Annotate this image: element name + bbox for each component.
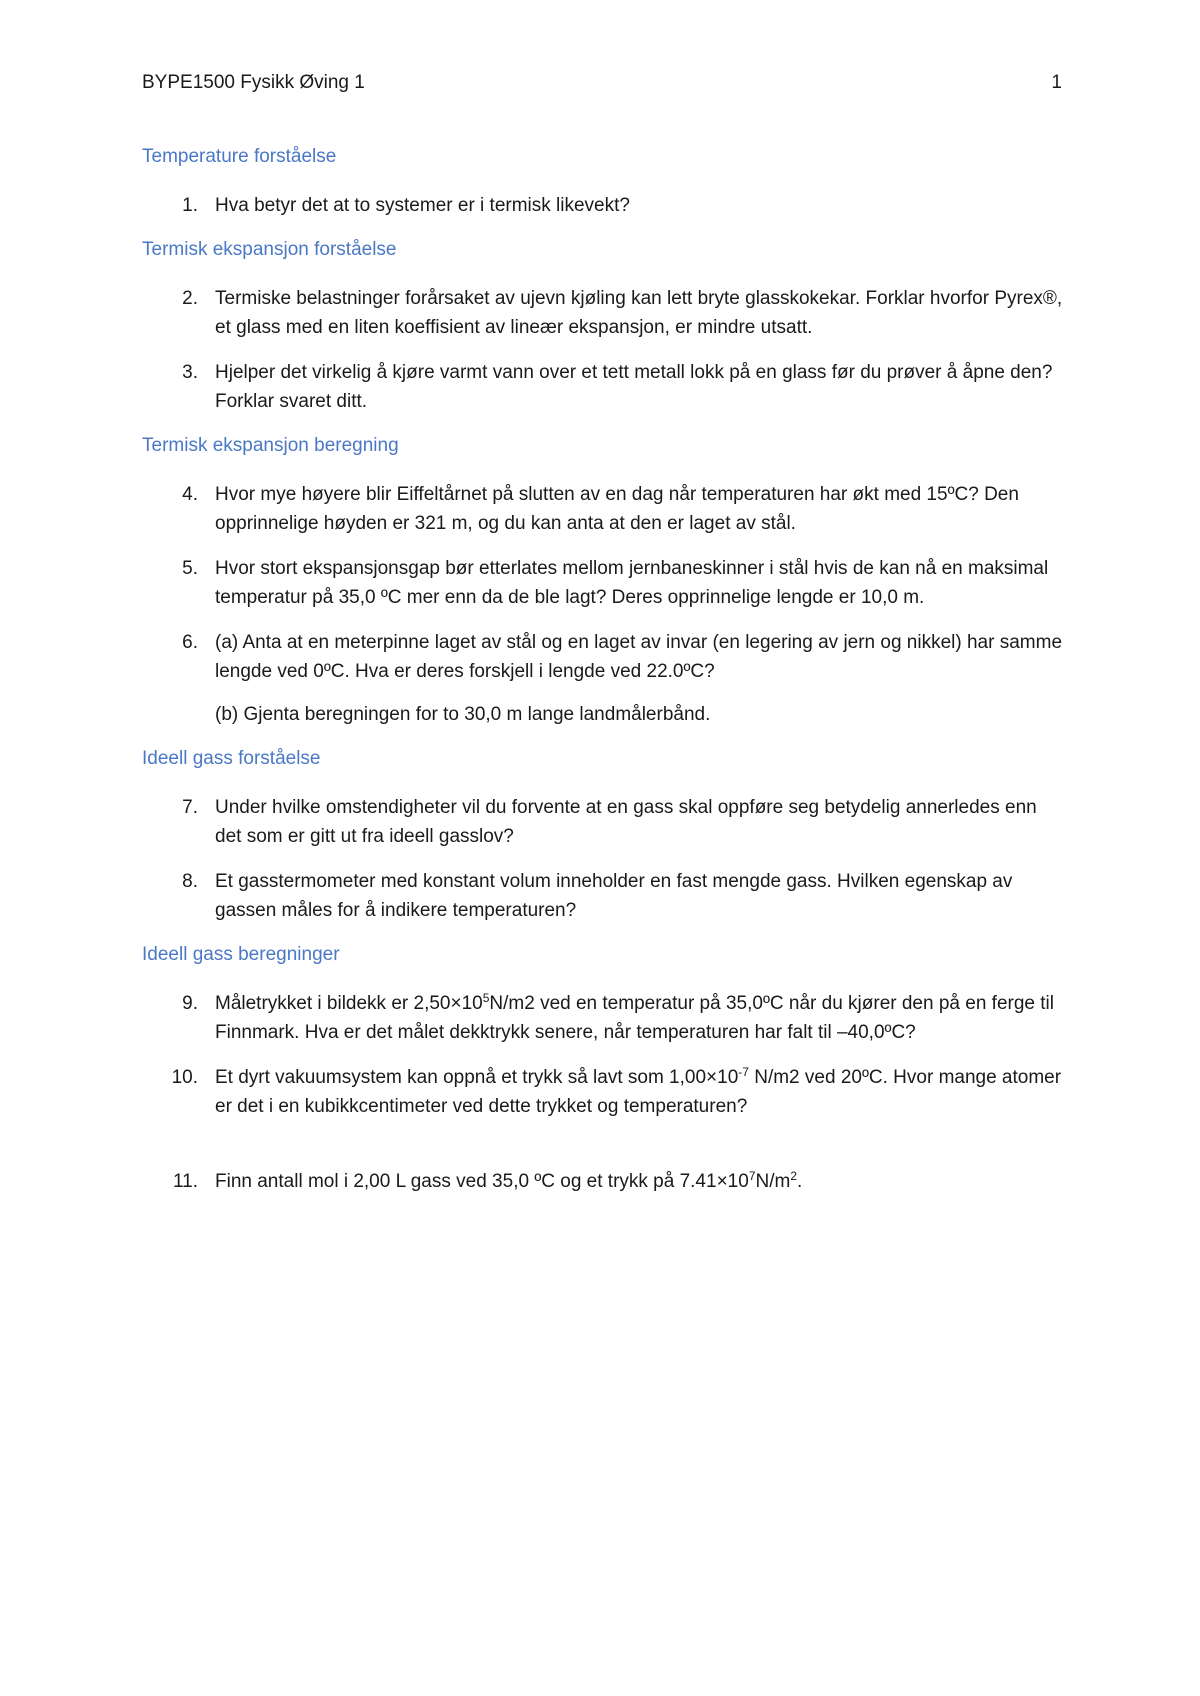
superscript-exponent: -7: [738, 1065, 749, 1079]
section-heading-temperature: Temperature forståelse: [142, 146, 337, 167]
question-number: 3.: [182, 362, 198, 383]
question-4: [142, 480, 1067, 538]
text-part: Et dyrt vakuumsystem kan oppnå et trykk så lavt som 1,00×10: [215, 1067, 739, 1088]
section-heading-thermal-expansion-calculation: Termisk ekspansjon beregning: [142, 435, 399, 456]
spacer: [142, 1137, 1067, 1167]
question-text: Hvor stort ekspansjonsgap bør etterlates mellom jernbaneskinner i stål hvis de kan nå en maksimal temperatur på 35,0 ºC mer enn da de ble lagt? Deres opprinnelige lengde er 10,0 m.: [215, 558, 1049, 608]
question-2: [142, 284, 1067, 342]
question-number: 4.: [182, 484, 198, 505]
page-header: [142, 72, 1062, 94]
question-text: Hva betyr det at to systemer er i termisk likevekt?: [215, 195, 630, 216]
question-9: [142, 989, 1067, 1047]
question-10: [142, 1063, 1067, 1121]
superscript-exponent: 5: [482, 991, 490, 1005]
section-heading-ideal-gas-calculations: Ideell gass beregninger: [142, 944, 340, 965]
document-body: [142, 143, 1067, 1212]
question-text: [215, 1067, 1061, 1117]
question-number: 8.: [182, 871, 198, 892]
section-heading-ideal-gas-understanding: Ideell gass forståelse: [142, 748, 321, 769]
text-part: N/m: [755, 1171, 791, 1192]
question-7: [142, 793, 1067, 851]
text-part: N/m2 ved en temperatur på 35,0ºC når du kjører den på en ferge til Finnmark. Hva er det målet dekktrykk senere, når temperaturen har falt til –40,0ºC?: [215, 993, 1054, 1043]
question-number: 1.: [182, 195, 198, 216]
question-11: [142, 1167, 1067, 1196]
question-text: Et gasstermometer med konstant volum inneholder en fast mengde gass. Hvilken egenskap av gassen måles for å indikere temperaturen?: [215, 871, 1013, 921]
superscript-exponent: 7: [748, 1169, 756, 1183]
question-number: 6.: [182, 632, 198, 653]
header-title: BYPE1500 Fysikk Øving 1: [142, 72, 365, 93]
question-6: [142, 628, 1067, 729]
question-text: (a) Anta at en meterpinne laget av stål og en laget av invar (en legering av jern og nikkel) har samme lengde ved 0ºC. Hva er deres forskjell i lengde ved 22.0ºC?: [215, 632, 1063, 682]
question-text: Hvor mye høyere blir Eiffeltårnet på slutten av en dag når temperaturen har økt med 15ºC? Den opprinnelige høyden er 321 m, og du kan anta at den er laget av stål.: [215, 484, 1019, 534]
question-text: Hjelper det virkelig å kjøre varmt vann over et tett metall lokk på en glass før du prøver å åpne den? Forklar svaret ditt.: [215, 362, 1053, 412]
question-text: [215, 993, 1054, 1043]
question-3: [142, 358, 1067, 416]
text-part: .: [797, 1171, 803, 1192]
question-number: 7.: [182, 797, 198, 818]
question-number: 10.: [171, 1067, 198, 1088]
question-number: 5.: [182, 558, 198, 579]
question-text: [215, 1171, 802, 1192]
question-subpart-b: (b) Gjenta beregningen for to 30,0 m lange landmålerbånd.: [215, 704, 711, 725]
page-number: 1: [1051, 72, 1062, 93]
question-1: [142, 191, 1067, 220]
text-part: Finn antall mol i 2,00 L gass ved 35,0 ºC og et trykk på 7.41×10: [215, 1171, 749, 1192]
text-part: Måletrykket i bildekk er 2,50×10: [215, 993, 483, 1014]
question-number: 11.: [172, 1171, 198, 1192]
text-part: N/m2 ved 20ºC. Hvor mange atomer er det i en kubikkcentimeter ved dette trykket og temperaturen?: [215, 1067, 1062, 1117]
superscript-exponent: 2: [790, 1169, 798, 1183]
question-number: 9.: [182, 993, 198, 1014]
question-text: Under hvilke omstendigheter vil du forvente at en gass skal oppføre seg betydelig annerledes enn det som er gitt ut fra ideell gasslov?: [215, 797, 1037, 847]
question-8: [142, 867, 1067, 925]
question-5: [142, 554, 1067, 612]
question-text: Termiske belastninger forårsaket av ujevn kjøling kan lett bryte glasskokekar. Forklar hvorfor Pyrex®, et glass med en liten koeffisient av lineær ekspansjon, er mindre utsatt.: [215, 288, 1063, 338]
question-number: 2.: [182, 288, 198, 309]
section-heading-thermal-expansion-understanding: Termisk ekspansjon forståelse: [142, 239, 397, 260]
